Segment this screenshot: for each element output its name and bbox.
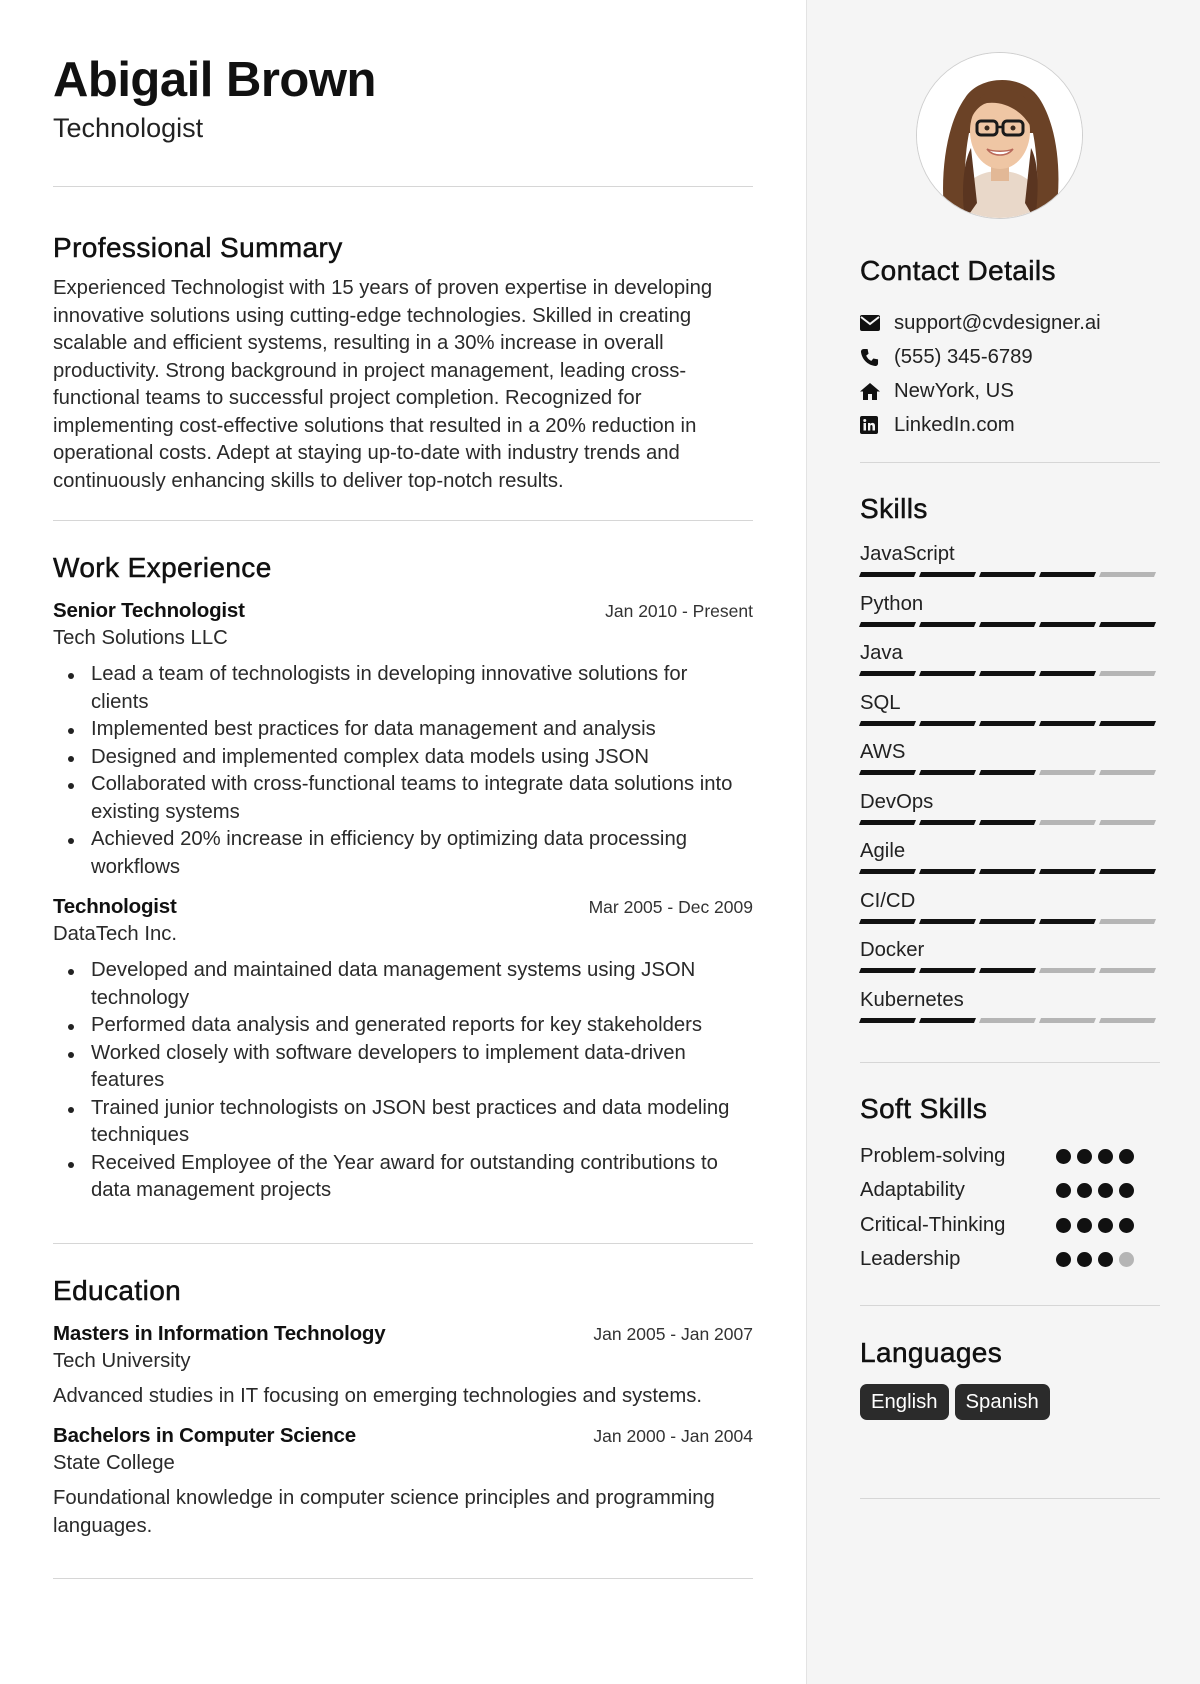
soft-skill-name: Problem-solving xyxy=(860,1144,1006,1167)
contact-email[interactable]: support@cvdesigner.ai xyxy=(860,306,1160,340)
list-item: Performed data analysis and generated reports for key stakeholders xyxy=(53,1012,753,1040)
skill-level-segment xyxy=(919,671,976,676)
soft-skills-heading: Soft Skills xyxy=(860,1093,988,1124)
skill-level-segment xyxy=(919,1018,976,1023)
job-date: Mar 2005 - Dec 2009 xyxy=(588,897,753,917)
divider xyxy=(53,186,753,187)
skill-name: Docker xyxy=(860,939,925,961)
rating-dot xyxy=(1077,1183,1092,1198)
divider xyxy=(860,462,1160,463)
avatar-illustration xyxy=(917,53,1083,219)
soft-skill-item xyxy=(860,1208,1160,1243)
job-company: DataTech Inc. xyxy=(53,923,178,945)
job-date: Jan 2010 - Present xyxy=(605,601,753,621)
linkedin-icon xyxy=(860,408,894,442)
list-item: Trained junior technologists on JSON best practices and data modeling techniques xyxy=(53,1095,753,1150)
skill-level-segment xyxy=(1099,820,1156,825)
skill-level-bar xyxy=(860,1018,1160,1024)
rating-dot xyxy=(1119,1183,1134,1198)
job-entry xyxy=(53,895,753,1205)
skill-level-bar xyxy=(860,968,1160,974)
list-item: Developed and maintained data management systems using JSON technology xyxy=(53,957,753,1012)
skill-level-segment xyxy=(1039,820,1096,825)
envelope-icon xyxy=(860,306,894,340)
soft-skill-name: Critical-Thinking xyxy=(860,1213,1006,1236)
job-entry xyxy=(53,599,753,881)
list-item: Implemented best practices for data management and analysis xyxy=(53,716,753,744)
soft-skill-item xyxy=(860,1174,1160,1209)
skill-level-segment xyxy=(859,869,916,874)
profile-photo xyxy=(916,52,1083,219)
skill-level-segment xyxy=(1099,770,1156,775)
rating-dot xyxy=(1119,1252,1134,1267)
skill-level-segment xyxy=(859,770,916,775)
skill-level-segment xyxy=(1039,968,1096,973)
rating-dot xyxy=(1119,1218,1134,1233)
divider xyxy=(860,1305,1160,1306)
rating-dot xyxy=(1056,1183,1071,1198)
contact-phone[interactable]: (555) 345-6789 xyxy=(860,340,1160,374)
skill-level-segment xyxy=(1099,1018,1156,1023)
skill-level-segment xyxy=(1039,622,1096,627)
skill-item xyxy=(860,937,1160,987)
skill-level-segment xyxy=(1099,671,1156,676)
skill-level-segment xyxy=(859,572,916,577)
skill-level-segment xyxy=(919,968,976,973)
skill-level-segment xyxy=(1099,572,1156,577)
rating-dot xyxy=(1098,1149,1113,1164)
skill-name: CI/CD xyxy=(860,889,916,912)
skill-level-segment xyxy=(1039,1018,1096,1023)
skill-level-segment xyxy=(1099,919,1156,924)
skill-name: DevOps xyxy=(860,790,934,813)
skill-item xyxy=(860,789,1160,839)
skill-level-segment xyxy=(1099,869,1156,874)
contact-heading: Contact Details xyxy=(860,255,1056,286)
education-date: Jan 2000 - Jan 2004 xyxy=(593,1426,753,1446)
skill-level-segment xyxy=(919,721,976,726)
skill-item xyxy=(860,739,1160,789)
rating-dot xyxy=(1098,1218,1113,1233)
summary-heading: Professional Summary xyxy=(53,232,343,263)
soft-skill-name: Adaptability xyxy=(860,1179,965,1202)
skill-level-segment xyxy=(859,622,916,627)
divider xyxy=(860,1062,1160,1063)
candidate-name: Abigail Brown xyxy=(53,53,376,107)
school-name: Tech University xyxy=(53,1349,191,1372)
skill-level-segment xyxy=(919,820,976,825)
skill-level-bar xyxy=(860,622,1160,628)
skill-item xyxy=(860,640,1160,690)
rating-dot xyxy=(1077,1218,1092,1233)
list-item: Collaborated with cross-functional teams to integrate data solutions into existing systems xyxy=(53,771,753,826)
skill-level-segment xyxy=(1039,869,1096,874)
skill-level-bar xyxy=(860,671,1160,677)
soft-skill-rating xyxy=(1056,1218,1134,1233)
job-role: Senior Technologist xyxy=(53,599,245,622)
rating-dot xyxy=(1077,1252,1092,1267)
list-item: Worked closely with software developers to implement data-driven features xyxy=(53,1040,753,1095)
skill-level-segment xyxy=(1039,671,1096,676)
skill-name: SQL xyxy=(860,691,901,714)
skill-level-segment xyxy=(919,770,976,775)
list-item: Lead a team of technologists in developing innovative solutions for clients xyxy=(53,661,753,716)
language-badge: English xyxy=(860,1384,949,1420)
soft-skill-name: Leadership xyxy=(860,1248,961,1271)
main-column xyxy=(53,52,753,1579)
languages-list xyxy=(860,1384,1050,1420)
skill-name: Java xyxy=(860,642,903,664)
skill-name: Agile xyxy=(860,840,906,862)
rating-dot xyxy=(1077,1149,1092,1164)
skill-level-segment xyxy=(979,919,1036,924)
skill-level-segment xyxy=(979,671,1036,676)
skill-name: AWS xyxy=(860,741,906,763)
skill-name: JavaScript xyxy=(860,543,955,565)
school-name: State College xyxy=(53,1452,175,1474)
skill-name: Kubernetes xyxy=(860,988,964,1011)
list-item: Received Employee of the Year award for outstanding contributions to data management projects xyxy=(53,1150,753,1205)
education-description: Foundational knowledge in computer science principles and programming languages. xyxy=(53,1487,715,1537)
soft-skill-rating xyxy=(1056,1183,1134,1198)
skill-level-segment xyxy=(979,572,1036,577)
skill-level-bar xyxy=(860,572,1160,578)
skill-level-segment xyxy=(859,968,916,973)
skill-level-segment xyxy=(1099,622,1156,627)
skill-item xyxy=(860,541,1160,591)
rating-dot xyxy=(1056,1252,1071,1267)
education-description: Advanced studies in IT focusing on emerging technologies and systems. xyxy=(53,1384,702,1407)
soft-skill-item xyxy=(860,1139,1160,1174)
rating-dot xyxy=(1056,1149,1071,1164)
skill-level-segment xyxy=(919,869,976,874)
skill-level-segment xyxy=(979,1018,1036,1023)
list-item: Designed and implemented complex data models using JSON xyxy=(53,744,753,772)
home-icon xyxy=(860,374,894,408)
education-entry xyxy=(53,1322,753,1411)
phone-icon xyxy=(860,340,894,374)
candidate-title: Technologist xyxy=(53,113,204,143)
skill-level-segment xyxy=(1039,572,1096,577)
language-badge: Spanish xyxy=(955,1384,1050,1420)
skill-level-segment xyxy=(919,622,976,627)
languages-heading: Languages xyxy=(860,1337,1003,1368)
rating-dot xyxy=(1056,1218,1071,1233)
skill-level-segment xyxy=(919,572,976,577)
skills-list xyxy=(860,541,1160,1036)
list-item: Achieved 20% increase in efficiency by optimizing data processing workflows xyxy=(53,826,753,881)
skill-level-segment xyxy=(979,968,1036,973)
rating-dot xyxy=(1098,1183,1113,1198)
job-role: Technologist xyxy=(53,895,177,918)
skill-level-segment xyxy=(919,919,976,924)
contact-linkedin[interactable]: LinkedIn.com xyxy=(860,408,1160,442)
skill-level-segment xyxy=(979,770,1036,775)
skill-level-segment xyxy=(979,721,1036,726)
job-bullets xyxy=(53,661,753,881)
job-company: Tech Solutions LLC xyxy=(53,627,228,649)
skill-level-bar xyxy=(860,770,1160,776)
soft-skills-list xyxy=(860,1139,1160,1277)
skill-level-segment xyxy=(979,622,1036,627)
skill-item xyxy=(860,591,1160,641)
contact-list xyxy=(860,306,1160,442)
skill-level-bar xyxy=(860,820,1160,826)
contact-location: NewYork, US xyxy=(860,374,1160,408)
rating-dot xyxy=(1119,1149,1134,1164)
divider xyxy=(53,1578,753,1579)
skill-level-segment xyxy=(1099,968,1156,973)
education-heading: Education xyxy=(53,1274,182,1306)
degree-name: Masters in Information Technology xyxy=(53,1321,386,1345)
rating-dot xyxy=(1098,1252,1113,1267)
skill-level-segment xyxy=(859,919,916,924)
skill-level-segment xyxy=(1099,721,1156,726)
education-entry xyxy=(53,1424,753,1540)
soft-skill-rating xyxy=(1056,1252,1134,1267)
skill-level-segment xyxy=(859,721,916,726)
divider xyxy=(860,1498,1160,1499)
soft-skill-item xyxy=(860,1243,1160,1278)
job-bullets xyxy=(53,957,753,1205)
skill-level-segment xyxy=(1039,919,1096,924)
skill-level-segment xyxy=(859,671,916,676)
skill-level-segment xyxy=(859,1018,916,1023)
skill-level-segment xyxy=(979,869,1036,874)
skill-level-bar xyxy=(860,721,1160,727)
skill-item xyxy=(860,838,1160,888)
divider xyxy=(53,1243,753,1244)
skill-level-segment xyxy=(979,820,1036,825)
skills-heading: Skills xyxy=(860,493,928,524)
skill-level-bar xyxy=(860,919,1160,925)
divider xyxy=(53,520,753,521)
education-date: Jan 2005 - Jan 2007 xyxy=(593,1323,753,1344)
summary-text: Experienced Technologist with 15 years of proven expertise in developing innovative solutions using cutting-edge technologies. Skilled in creating scalable and efficient systems, resulting in a 30% increase in overall productivity. Strong background in project management, leading cross-functional teams to successful project completion. Recognized for implementing cost-effective solutions that resulted in a 20% reduction in operational costs. Adept at staying up-to-date with industry trends and continuously enhancing skills to deliver top-notch results. xyxy=(53,277,713,492)
skill-item xyxy=(860,987,1160,1037)
skill-item xyxy=(860,690,1160,740)
skill-level-bar xyxy=(860,869,1160,875)
soft-skill-rating xyxy=(1056,1149,1134,1164)
degree-name: Bachelors in Computer Science xyxy=(53,1424,356,1447)
skill-item xyxy=(860,888,1160,938)
skill-level-segment xyxy=(1039,770,1096,775)
skill-name: Python xyxy=(860,592,924,615)
experience-heading: Work Experience xyxy=(53,552,272,583)
skill-level-segment xyxy=(1039,721,1096,726)
skill-level-segment xyxy=(859,820,916,825)
